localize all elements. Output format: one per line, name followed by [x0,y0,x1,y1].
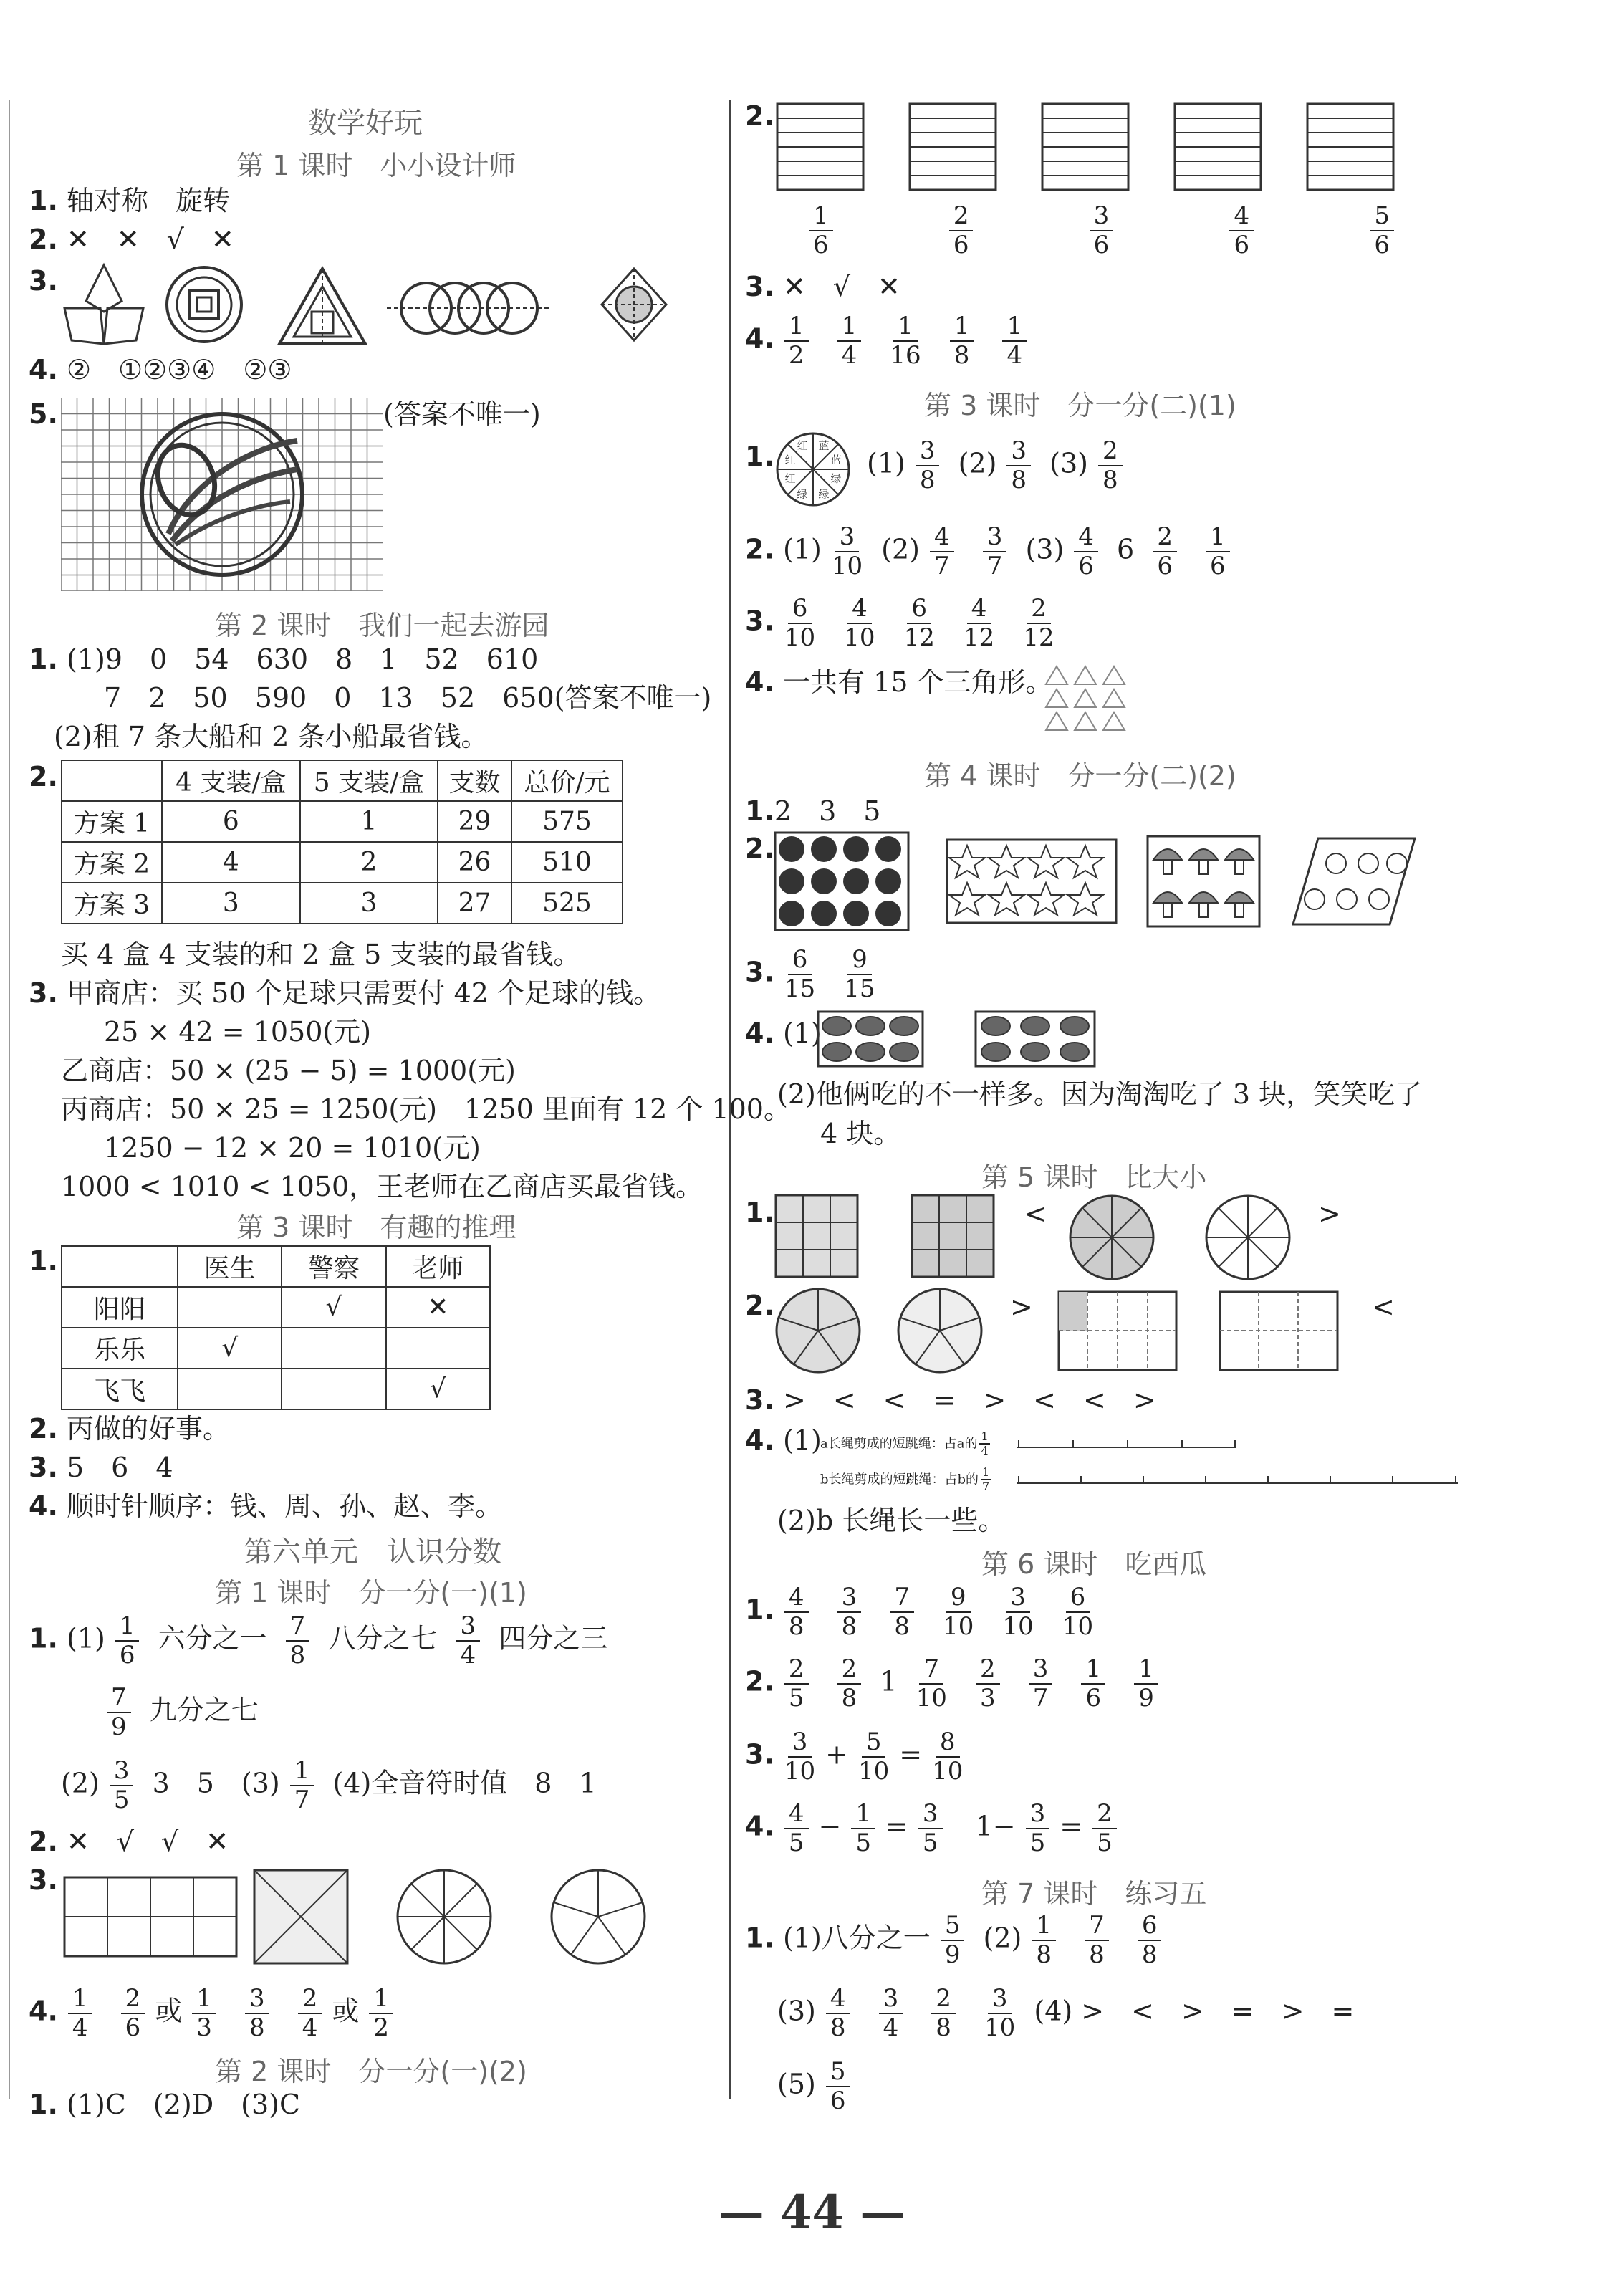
fraction-1-6: $\frac{1}{6}$ [1081,1655,1105,1712]
fraction-1-6: $\frac{1}{6}$ [809,202,833,259]
fraction-1-8: $\frac{1}{8}$ [950,312,974,370]
circle-label: 绿 [797,488,808,501]
lesson-title: 第 3 课时 分一分(二)(1) [924,390,1236,421]
table-cell: 阳阳 [62,1287,178,1328]
table-row [62,1328,490,1369]
fraction-7-8: $\frac{7}{8}$ [1085,1912,1109,1969]
fraction-2-8: $\frac{2}{8}$ [837,1655,862,1712]
answer-2-fractions [799,202,1404,259]
answer-3: 3. $\frac{6}{15}$ $\frac{9}{15}$ [745,945,875,1004]
compare-sign: < [1372,1291,1395,1323]
lesson-title: 第 2 课时 分一分(一)(2) [215,2056,527,2087]
left-margin-line [9,100,10,2099]
fraction-3-8: $\frac{3}{8}$ [916,437,940,494]
answer-2-label: 2. [745,1290,774,1321]
fraction-1-4: $\frac{1}{4}$ [981,1429,989,1458]
fraction-5-6: $\frac{5}{6}$ [826,2058,850,2115]
cookies-figure-2 [974,1010,1096,1068]
triangles-figure [1042,663,1128,734]
answer-1: 1.2 3 5 [745,795,881,827]
table-cell [282,1369,385,1409]
lesson-title: 第 2 课时 我们一起去游园 [215,610,549,641]
fraction-2-8: $\frac{2}{8}$ [931,1985,956,2042]
fraction-3-8: $\frac{3}{8}$ [1006,437,1031,494]
fraction-1-4: $\frac{1}{4}$ [68,1985,92,2042]
compare-circle-4 [895,1286,985,1376]
answer-3-line-5: 1250 − 12 × 20 = 1010(元) [104,1132,481,1164]
compare-rect-2 [1218,1290,1340,1372]
fraction-5-6: $\frac{5}{6}$ [1370,202,1394,259]
page-number: — 44 — [718,2185,906,2239]
table-cell: 27 [438,883,511,924]
unit-title: 数学好玩 [308,107,423,140]
compare-rect-1 [1057,1290,1178,1372]
fraction-7-8: $\frac{7}{8}$ [286,1612,310,1670]
answer-4: 4. 一共有 15 个三角形。 [745,666,1053,698]
lesson-title: 第 4 课时 分一分(二)(2) [924,760,1236,792]
fraction-1-8: $\frac{1}{8}$ [1032,1912,1056,1969]
symmetric-figure-3 [276,265,369,348]
answer-1-row-3: (2) $\frac{3}{5}$ 3 5 (3) $\frac{1}{7}$ (4)全音符时值 8 1 [61,1756,597,1815]
table-cell: 飞飞 [62,1369,178,1409]
table-cell [178,1287,282,1328]
answer-1-row-3: (5) $\frac{5}{6}$ [777,2058,860,2115]
circle-label: 蓝 [818,439,830,452]
table-cell: 575 [511,801,623,842]
fraction-8-10: $\frac{8}{10}$ [932,1728,964,1786]
answer-2-label: 2. [29,761,58,792]
table-header-cell: 医生 [178,1246,282,1287]
answer-1-label: 1. [745,441,774,472]
table-cell: √ [178,1328,282,1369]
answer-2: 2. ✕ ✕ √ ✕ [29,224,234,255]
table-cell: 1 [300,801,438,842]
answer-3: 3. ✕ √ ✕ [745,271,900,302]
fraction-2-8: $\frac{2}{8}$ [1098,437,1123,494]
fraction-7-9: $\frac{7}{9}$ [107,1684,131,1741]
table-row [62,801,623,842]
rope-b-line [1017,1472,1461,1487]
fraction-4-7: $\frac{4}{7}$ [930,523,954,580]
fraction-4-5: $\frac{4}{5}$ [784,1800,809,1857]
cookies-figure-1 [817,1010,924,1068]
fraction-3-5: $\frac{3}{5}$ [110,1757,134,1814]
compare-grid-1 [774,1193,860,1279]
answer-3-line-3: 乙商店：50 × (25 − 5) = 1000(元) [61,1055,516,1086]
table-cell: √ [282,1287,385,1328]
compare-sign: > [1010,1291,1033,1323]
answer-1-label: 1. [745,1197,774,1228]
table-cell: 510 [511,842,623,883]
answer-4: 4. 顺时针顺序：钱、周、孙、赵、李。 [29,1490,502,1522]
fraction-1-9: $\frac{1}{9}$ [1134,1655,1158,1712]
answer-3: 3. $\frac{3}{10}$ + $\frac{5}{10}$ = $\frac{8}{10}$ [745,1728,964,1786]
lesson-title: 第 6 课时 吃西瓜 [981,1548,1207,1580]
fraction-3-6: $\frac{3}{6}$ [1090,202,1114,259]
table-cell: 29 [438,801,511,842]
table-cell: 4 [162,842,300,883]
circle-label: 绿 [818,488,830,501]
fraction-6-8: $\frac{6}{8}$ [1138,1912,1162,1969]
circle-label: 蓝 [830,454,842,466]
answer-3-label: 3. [29,1864,58,1896]
fraction-4-10: $\frac{4}{10}$ [844,594,875,653]
grid-drawing [61,398,383,591]
table-cell: 3 [162,883,300,924]
fraction-1-3: $\frac{1}{3}$ [192,1985,216,2042]
answer-1-label: 1. [29,1245,58,1277]
compare-circle-2 [1203,1193,1293,1283]
fraction-1-5: $\frac{1}{5}$ [851,1800,875,1857]
fraction-1-2: $\frac{1}{2}$ [369,1985,393,2042]
answer-2: 2. 丙做的好事。 [29,1413,230,1445]
symmetric-figure-2 [161,262,247,348]
fraction-4-6: $\frac{4}{6}$ [1074,523,1098,580]
answer-3-line-1: 3. 甲商店：买 50 个足球只需要付 42 个足球的钱。 [29,977,661,1009]
symmetric-figure-5 [598,265,670,344]
answer-3-label: 3. [29,265,58,297]
fraction-3-10: $\frac{3}{10}$ [831,522,863,581]
fraction-3-10: $\frac{3}{10}$ [1002,1583,1034,1642]
fraction-shapes [61,1867,706,1967]
table-cell: ✕ [386,1287,490,1328]
table-cell: 乐乐 [62,1328,178,1369]
fraction-1-7: $\frac{1}{7}$ [290,1757,314,1814]
table-cell: 方案 2 [62,842,162,883]
lesson-title: 第 7 课时 练习五 [981,1878,1207,1910]
answer-1-row-2: 7 2 50 590 0 13 52 650(答案不唯一) [104,682,712,714]
compare-circle-3 [774,1286,863,1376]
table-row [62,1369,490,1409]
answer-3-line-6: 1000 < 1010 < 1050，王老师在乙商店买最省钱。 [61,1171,703,1202]
unit-title: 第六单元 认识分数 [244,1536,501,1568]
table-header-cell: 警察 [282,1246,385,1287]
table-row [62,842,623,883]
answer-5-label: 5. [29,398,58,430]
plan-table [61,760,623,924]
answer-4: 4. $\frac{1}{4}$ $\frac{2}{6}$ 或 $\frac{1}{3}$ $\frac{3}{8}$ $\frac{2}{4}$ 或 $\frac{1}{2}$ [29,1985,403,2042]
table-header-cell [62,1246,178,1287]
fraction-4-8: $\frac{4}{8}$ [784,1584,809,1641]
fraction-2-5: $\frac{2}{5}$ [1092,1800,1117,1857]
answer-3-line-2: 25 × 42 = 1050(元) [104,1016,372,1048]
table-cell: √ [386,1369,490,1409]
answer-1-row-1: 1. (1)9 0 54 630 8 1 52 610 [29,643,539,675]
circle-label: 红 [784,454,796,466]
table-header-row [62,1246,490,1287]
symmetric-figure-1 [57,262,150,348]
fraction-7-8: $\frac{7}{8}$ [890,1584,914,1641]
fraction-3-7: $\frac{3}{7}$ [983,523,1007,580]
circle-label: 红 [784,472,796,485]
answer-2: 2. ✕ √ √ ✕ [29,1826,229,1857]
mushrooms-figure [1146,835,1261,928]
table-cell: 26 [438,842,511,883]
fraction-3-5: $\frac{3}{5}$ [918,1800,943,1857]
reasoning-table [61,1245,491,1410]
table-cell: 方案 1 [62,801,162,842]
fraction-3-7: $\frac{3}{7}$ [1029,1655,1053,1712]
answer-4-row-1: 4. (1) [745,1424,822,1456]
answer-2: 2. (1) $\frac{3}{10}$ (2) $\frac{4}{7}$ $\frac{3}{7}$ (3) $\frac{4}{6}$ 6 $\frac{2}{6}$ $\frac{1}{6}$ [745,523,1240,580]
fraction-2-12: $\frac{2}{12}$ [1023,594,1054,653]
table-cell: 3 [300,883,438,924]
answer-4-row-2: (2)他俩吃的不一样多。因为淘淘吃了 3 块，笑笑吃了 [777,1078,1423,1110]
fraction-2-6: $\frac{2}{6}$ [949,202,974,259]
answer-5-note: (答案不唯一) [383,398,541,430]
fraction-1-4: $\frac{1}{4}$ [837,312,862,370]
answer-2-label: 2. [745,100,774,132]
answer-1-row-1: 1. (1) $\frac{1}{6}$ 六分之一 $\frac{7}{8}$ 八分之七 $\frac{3}{4}$ 四分之三 [29,1611,608,1670]
table-header-cell: 支数 [438,760,511,801]
compare-circle-1 [1067,1193,1157,1283]
answer-2: 2. $\frac{2}{5}$ $\frac{2}{8}$ 1 $\frac{7}{10}$ $\frac{2}{3}$ $\frac{3}{7}$ $\frac{1}{6}$ $\frac{1}{9}$ [745,1655,1168,1712]
lesson-title: 第 5 课时 比大小 [981,1161,1207,1193]
answer-1-row-1: 1. (1)八分之一 $\frac{5}{9}$ (2) $\frac{1}{8}$ $\frac{7}{8}$ $\frac{6}{8}$ [745,1912,1171,1969]
answer-1-row-2: (3) $\frac{4}{8}$ $\frac{3}{4}$ $\frac{2}{8}$ $\frac{3}{10}$ (4) > < > = > = [777,1984,1355,2043]
stars-figure [946,838,1118,924]
table-cell: 6 [162,801,300,842]
fraction-1-2: $\frac{1}{2}$ [784,312,809,370]
rope-a-label: a长绳剪成的短跳绳：占a的 $\frac{1}{4}$ [820,1429,989,1458]
fraction-3-8: $\frac{3}{8}$ [245,1985,269,2042]
fraction-1-7: $\frac{1}{7}$ [982,1465,990,1494]
answer-2-label: 2. [745,833,774,864]
fraction-9-10: $\frac{9}{10}$ [943,1583,974,1642]
table-cell [386,1328,490,1369]
fraction-5-10: $\frac{5}{10}$ [858,1728,890,1786]
fraction-6-10: $\frac{6}{10}$ [784,594,816,653]
lesson-title: 第 1 课时 分一分(一)(1) [215,1577,527,1609]
table-cell [282,1328,385,1369]
table-header-cell [62,760,162,801]
answer-4-row-2: (2)b 长绳长一些。 [777,1505,1006,1536]
table-header-cell: 总价/元 [511,760,623,801]
table-cell [178,1369,282,1409]
fraction-2-6: $\frac{2}{6}$ [121,1985,145,2042]
rope-a-line [1017,1437,1239,1451]
fraction-1-6: $\frac{1}{6}$ [1206,523,1230,580]
answer-3-line-4: 丙商店：50 × 25 = 1250(元) 1250 里面有 12 个 100。 [61,1093,791,1125]
fraction-6-10: $\frac{6}{10}$ [1062,1583,1094,1642]
answer-3: 3. $\frac{6}{10}$ $\frac{4}{10}$ $\frac{6}{12}$ $\frac{4}{12}$ $\frac{2}{12}$ [745,594,1054,653]
compare-sign: > [1318,1198,1341,1230]
answer-1: 1. 轴对称 旋转 [29,185,230,216]
striped-rectangles [774,100,1562,193]
fraction-1-4: $\frac{1}{4}$ [1002,312,1027,370]
colored-circle [774,430,852,509]
fraction-4-8: $\frac{4}{8}$ [826,1985,850,2042]
fraction-4-6: $\frac{4}{6}$ [1229,202,1254,259]
fraction-3-4: $\frac{3}{4}$ [879,1985,903,2042]
lesson-title: 第 3 课时 有趣的推理 [236,1212,516,1243]
answer-4-row-3: 4 块。 [820,1118,901,1149]
symmetric-figure-4 [387,276,552,340]
table-cell: 525 [511,883,623,924]
answer-3: 3. 5 6 4 [29,1452,173,1483]
table-header-cell: 5 支装/盒 [300,760,438,801]
fraction-2-3: $\frac{2}{3}$ [976,1655,1000,1712]
answer-3: 3. > < < = > < < > [745,1384,1156,1416]
apples-figure [774,831,910,931]
fraction-9-15: $\frac{9}{15}$ [844,945,875,1004]
fraction-1-16: $\frac{1}{16}$ [890,312,921,370]
answer-4: 4. ② ①②③④ ②③ [29,354,292,385]
answer-4: 4. $\frac{4}{5}$ − $\frac{1}{5}$ = $\frac{3}{5}$ 1− $\frac{3}{5}$ = $\frac{2}{5}$ [745,1800,1127,1857]
answer-2-note: 买 4 盒 4 支装的和 2 盒 5 支装的最省钱。 [61,939,581,970]
answer-4: 4. $\frac{1}{2}$ $\frac{1}{4}$ $\frac{1}{16}$ $\frac{1}{8}$ $\frac{1}{4}$ [745,312,1037,370]
table-header-cell: 老师 [386,1246,490,1287]
table-cell: 方案 3 [62,883,162,924]
rope-b-label: b长绳剪成的短跳绳：占b的 $\frac{1}{7}$ [820,1465,990,1494]
fraction-6-12: $\frac{6}{12}$ [903,594,935,653]
compare-sign: < [1024,1198,1047,1230]
table-header-row [62,760,623,801]
fraction-5-9: $\frac{5}{9}$ [941,1912,965,1969]
answer-1: 1. $\frac{4}{8}$ $\frac{3}{8}$ $\frac{7}{8}$ $\frac{9}{10}$ $\frac{3}{10}$ $\frac{6}{10}$ [745,1583,1094,1642]
fraction-4-12: $\frac{4}{12}$ [963,594,995,653]
table-header-cell: 4 支装/盒 [162,760,300,801]
fraction-3-10: $\frac{3}{10}$ [784,1728,816,1786]
flowers-figure [1289,835,1418,928]
answer-1: 1. (1)C (2)D (3)C [29,2089,301,2120]
table-cell: 2 [300,842,438,883]
compare-grid-2 [910,1193,996,1279]
fraction-3-8: $\frac{3}{8}$ [837,1584,862,1641]
fraction-3-10: $\frac{3}{10}$ [984,1984,1016,2043]
fraction-2-5: $\frac{2}{5}$ [784,1655,809,1712]
fraction-2-6: $\frac{2}{6}$ [1153,523,1177,580]
circle-label: 红 [797,439,808,452]
answer-4-row-1: 4. (1) [745,1017,822,1049]
table-row [62,883,623,924]
answer-1-row-2: $\frac{7}{9}$ 九分之七 [97,1684,259,1741]
fraction-3-4: $\frac{3}{4}$ [456,1612,481,1670]
lesson-title: 第 1 课时 小小设计师 [236,150,516,181]
table-row [62,1287,490,1328]
answer-1-fractions: (1) $\frac{3}{8}$ (2) $\frac{3}{8}$ (3) $\frac{2}{8}$ [867,437,1133,494]
answer-1-row-3: (2)租 7 条大船和 2 条小船最省钱。 [54,721,489,752]
fraction-6-15: $\frac{6}{15}$ [784,945,816,1004]
fraction-2-4: $\frac{2}{4}$ [298,1985,322,2042]
circle-label: 绿 [830,472,842,485]
fraction-1-6: $\frac{1}{6}$ [115,1612,140,1670]
fraction-3-5: $\frac{3}{5}$ [1026,1800,1050,1857]
fraction-7-10: $\frac{7}{10}$ [916,1654,947,1713]
